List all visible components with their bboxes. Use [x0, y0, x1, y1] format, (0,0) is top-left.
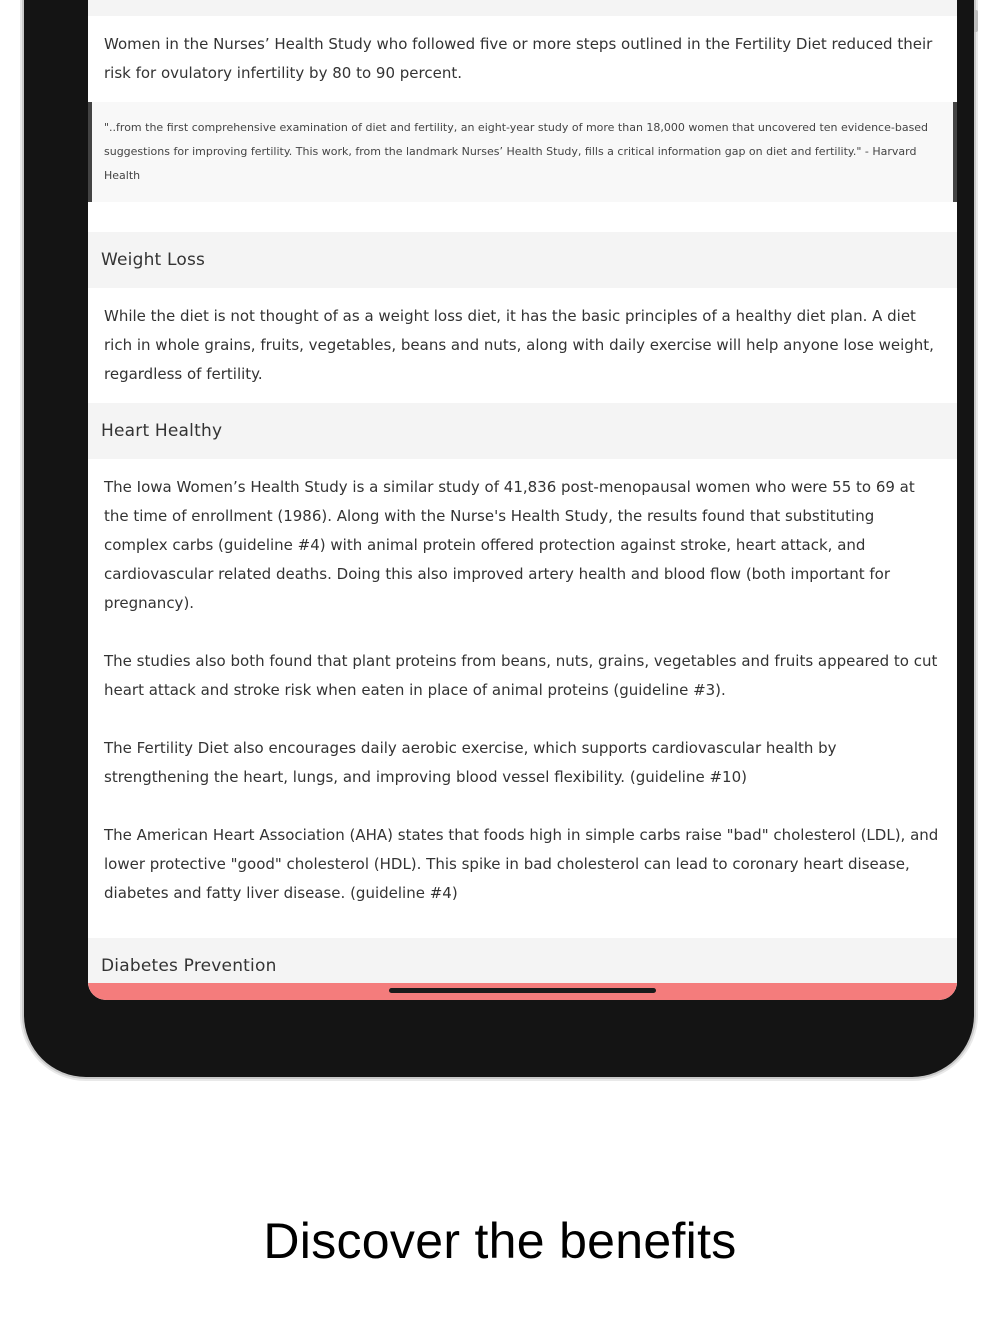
harvard-health-quote: "..from the first comprehensive examination of diet and fertility, an eight-year study of more than 18,000 women that uncovered ten evidence-based suggestions for improving fertility. This work, from the landmark Nurses’ Health Study, fills a critical information gap on diet and fertility." - Harvard Health — [88, 102, 957, 202]
paragraph: The Fertility Diet also encourages daily aerobic exercise, which supports cardiovascular health by strengthening the heart, lungs, and improving blood vessel flexibility. (guideline #10) — [104, 739, 837, 786]
paragraph: The American Heart Association (AHA) states that foods high in simple carbs raise "bad" cholesterol (LDL), and lower protective "good" cholesterol (HDL). This spike in bad cholesterol can lead to coronary heart disease, diabetes and fatty liver disease. (guideline #4) — [104, 826, 939, 902]
tablet-frame — [24, 0, 974, 1077]
section-body-increase-fertility — [88, 16, 957, 102]
section-header-heart-healthy[interactable]: Heart Healthy — [88, 403, 957, 459]
section-body-heart-healthy — [88, 459, 957, 938]
section-header-increase-fertility[interactable] — [88, 0, 957, 16]
section-header-diabetes-prevention[interactable]: Diabetes Prevention — [88, 938, 957, 994]
marketing-caption: Discover the benefits — [263, 1213, 737, 1269]
paragraph: While the diet is not thought of as a weight loss diet, it has the basic principles of a healthy diet plan. A diet rich in whole grains, fruits, vegetables, beans and nuts, along with daily exercise will help anyone lose weight, regardless of fertility. — [104, 307, 934, 383]
paragraph: Women in the Nurses’ Health Study who followed five or more steps outlined in the Fertility Diet reduced their risk for ovulatory infertility by 80 to 90 percent. — [104, 35, 933, 82]
app-screen[interactable] — [88, 0, 957, 1000]
paragraph: The Iowa Women’s Health Study is a similar study of 41,836 post-menopausal women who were 55 to 69 at the time of enrollment (1986). Along with the Nurse's Health Study, the results found that substituting complex carbs (guideline #4) with animal protein offered protection against stroke, heart attack, and cardiovascular related deaths. Doing this also improved artery health and blood flow (both important for pregnancy). — [104, 478, 915, 612]
section-spacer — [88, 202, 957, 232]
side-button — [974, 10, 978, 32]
home-indicator[interactable] — [389, 988, 656, 993]
section-body-weight-loss — [88, 288, 957, 403]
section-header-weight-loss[interactable]: Weight Loss — [88, 232, 957, 288]
paragraph: The studies also both found that plant proteins from beans, nuts, grains, vegetables and fruits appeared to cut heart attack and stroke risk when eaten in place of animal proteins (guideline #3). — [104, 652, 938, 699]
